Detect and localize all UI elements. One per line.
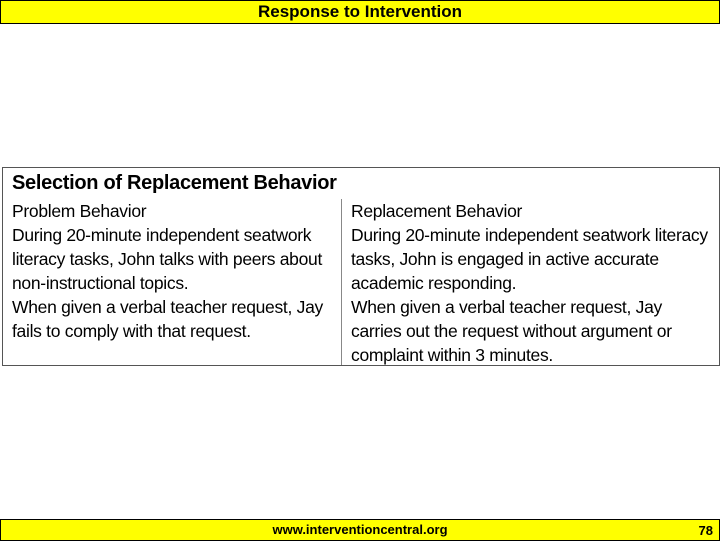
column-line: When given a verbal teacher request, Jay	[12, 297, 323, 317]
slide-title: Response to Intervention	[257, 2, 463, 21]
replacement-behavior-table	[2, 167, 720, 366]
column-line: carries out the request without argument or	[351, 321, 672, 341]
problem-behavior-column	[12, 199, 337, 343]
page-number: 78	[698, 523, 713, 538]
footer-url: www.interventioncentral.org	[272, 522, 448, 537]
header-banner	[0, 0, 720, 24]
column-line: fails to comply with that request.	[12, 321, 251, 341]
column-line: When given a verbal teacher request, Jay	[351, 297, 662, 317]
column-heading: Problem Behavior	[12, 201, 147, 221]
replacement-behavior-column	[351, 199, 713, 367]
column-divider	[341, 199, 342, 365]
column-line: During 20-minute independent seatwork literacy	[351, 225, 708, 245]
column-line: literacy tasks, John talks with peers about	[12, 249, 323, 269]
column-line: non-instructional topics.	[12, 273, 189, 293]
column-line: academic responding.	[351, 273, 517, 293]
column-line: tasks, John is engaged in active accurate	[351, 249, 659, 269]
footer-banner	[0, 519, 720, 541]
table-title: Selection of Replacement Behavior	[12, 172, 337, 194]
column-line: complaint within 3 minutes.	[351, 345, 553, 365]
column-line: During 20-minute independent seatwork	[12, 225, 312, 245]
column-heading: Replacement Behavior	[351, 201, 523, 221]
